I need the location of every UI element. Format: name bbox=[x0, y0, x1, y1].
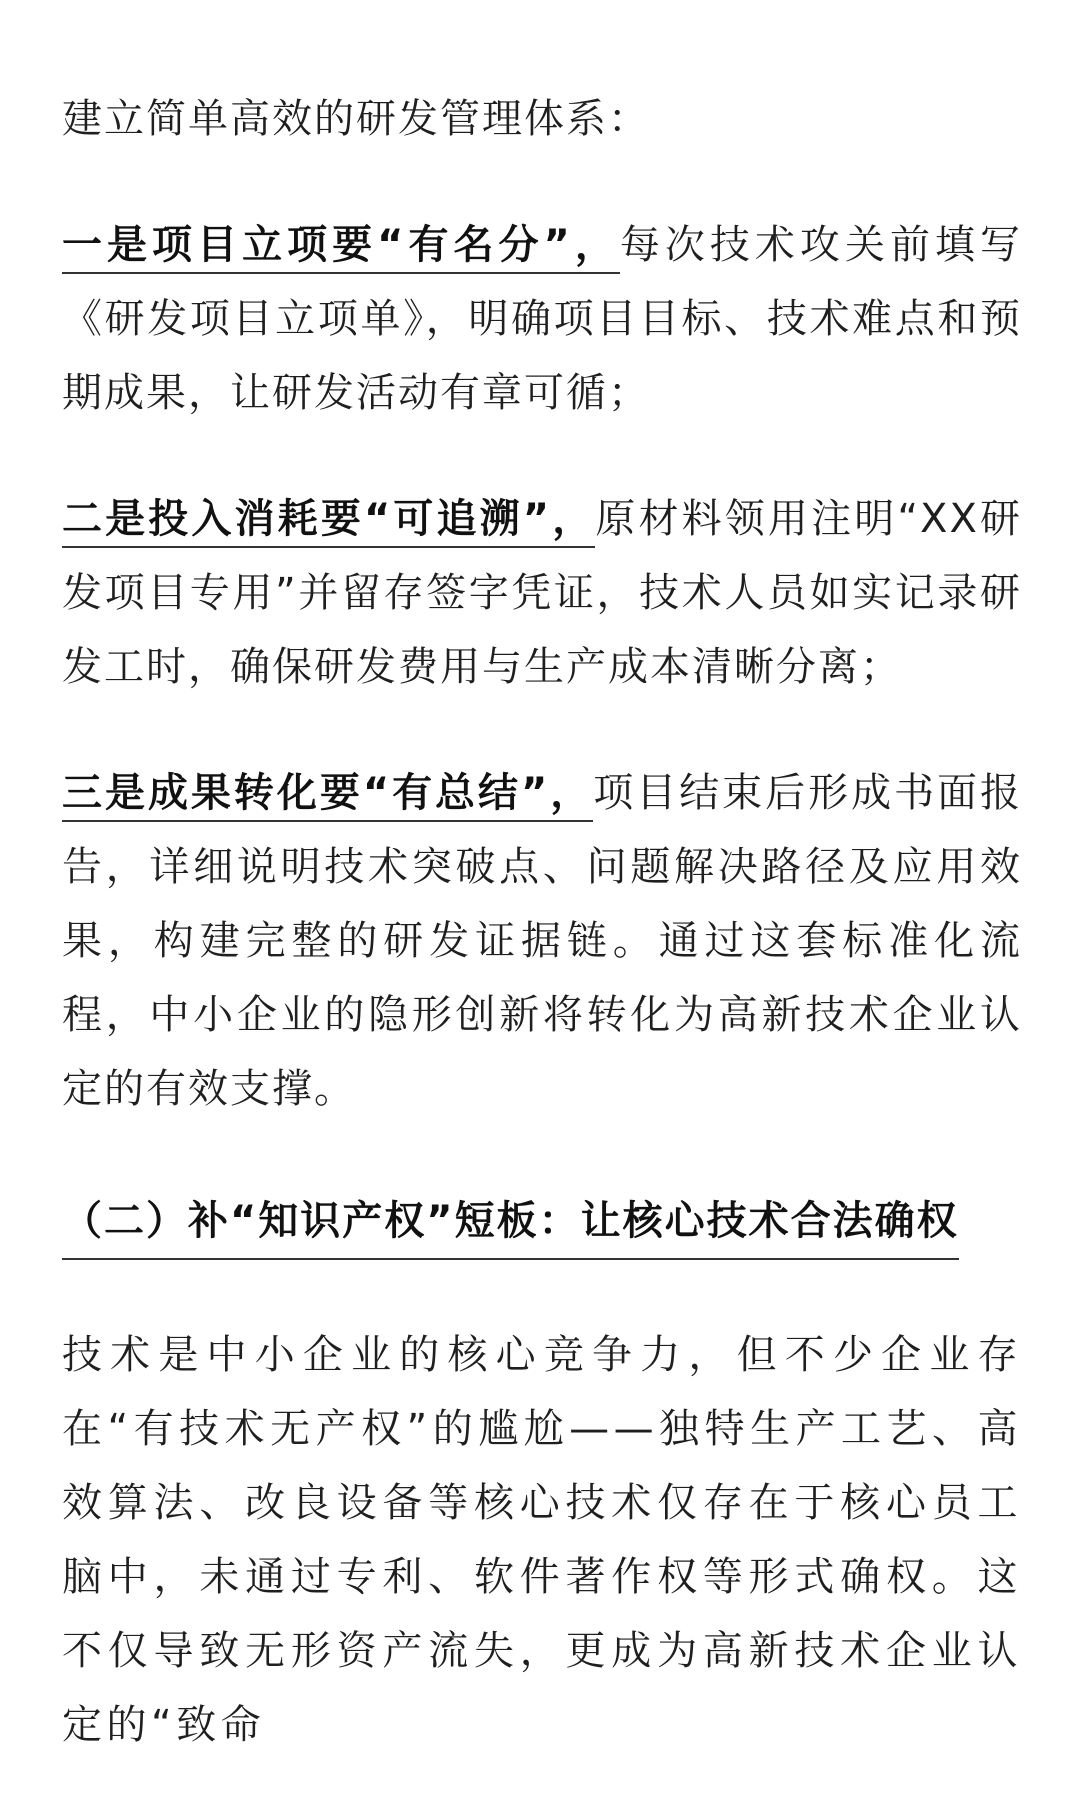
point-text-3: 项目结束后形成书面报告，详细说明技术突破点、问题解决路径及应用效果，构建完整的研发证据链。通过这套标准化流程，中小企业的隐形创新将转化为高新技术企业认定的有效支撑。 bbox=[62, 770, 1023, 1112]
body-paragraph: 技术是中小企业的核心竞争力，但不少企业存在“有技术无产权”的尴尬——独特生产工艺、高效算法、改良设备等核心技术仅存在于核心员工脑中，未通过专利、软件著作权等形式确权。这不仅导致无形资产流失，更成为高新技术企业认定的“致命 bbox=[62, 1332, 1022, 1748]
point-lead-3: 三是成果转化要“有总结”， bbox=[62, 770, 593, 822]
article bbox=[62, 0, 1022, 1762]
point-paragraph-3 bbox=[62, 756, 1022, 1126]
point-paragraph-1 bbox=[62, 208, 1022, 430]
point-lead-2: 二是投入消耗要“可追溯”， bbox=[62, 496, 595, 548]
section-heading: （二）补“知识产权”短板：让核心技术合法确权 bbox=[62, 1186, 959, 1260]
point-paragraph-2 bbox=[62, 482, 1022, 704]
point-text-2: 原材料领用注明“XX研发项目专用”并留存签字凭证，技术人员如实记录研发工时，确保研发费用与生产成本清晰分离； bbox=[62, 496, 1023, 690]
point-text-1: 每次技术攻关前填写《研发项目立项单》，明确项目目标、技术难点和预期成果，让研发活动有章可循； bbox=[62, 222, 1023, 416]
intro-paragraph: 建立简单高效的研发管理体系： bbox=[62, 96, 650, 142]
point-lead-1: 一是项目立项要“有名分”， bbox=[62, 222, 620, 274]
